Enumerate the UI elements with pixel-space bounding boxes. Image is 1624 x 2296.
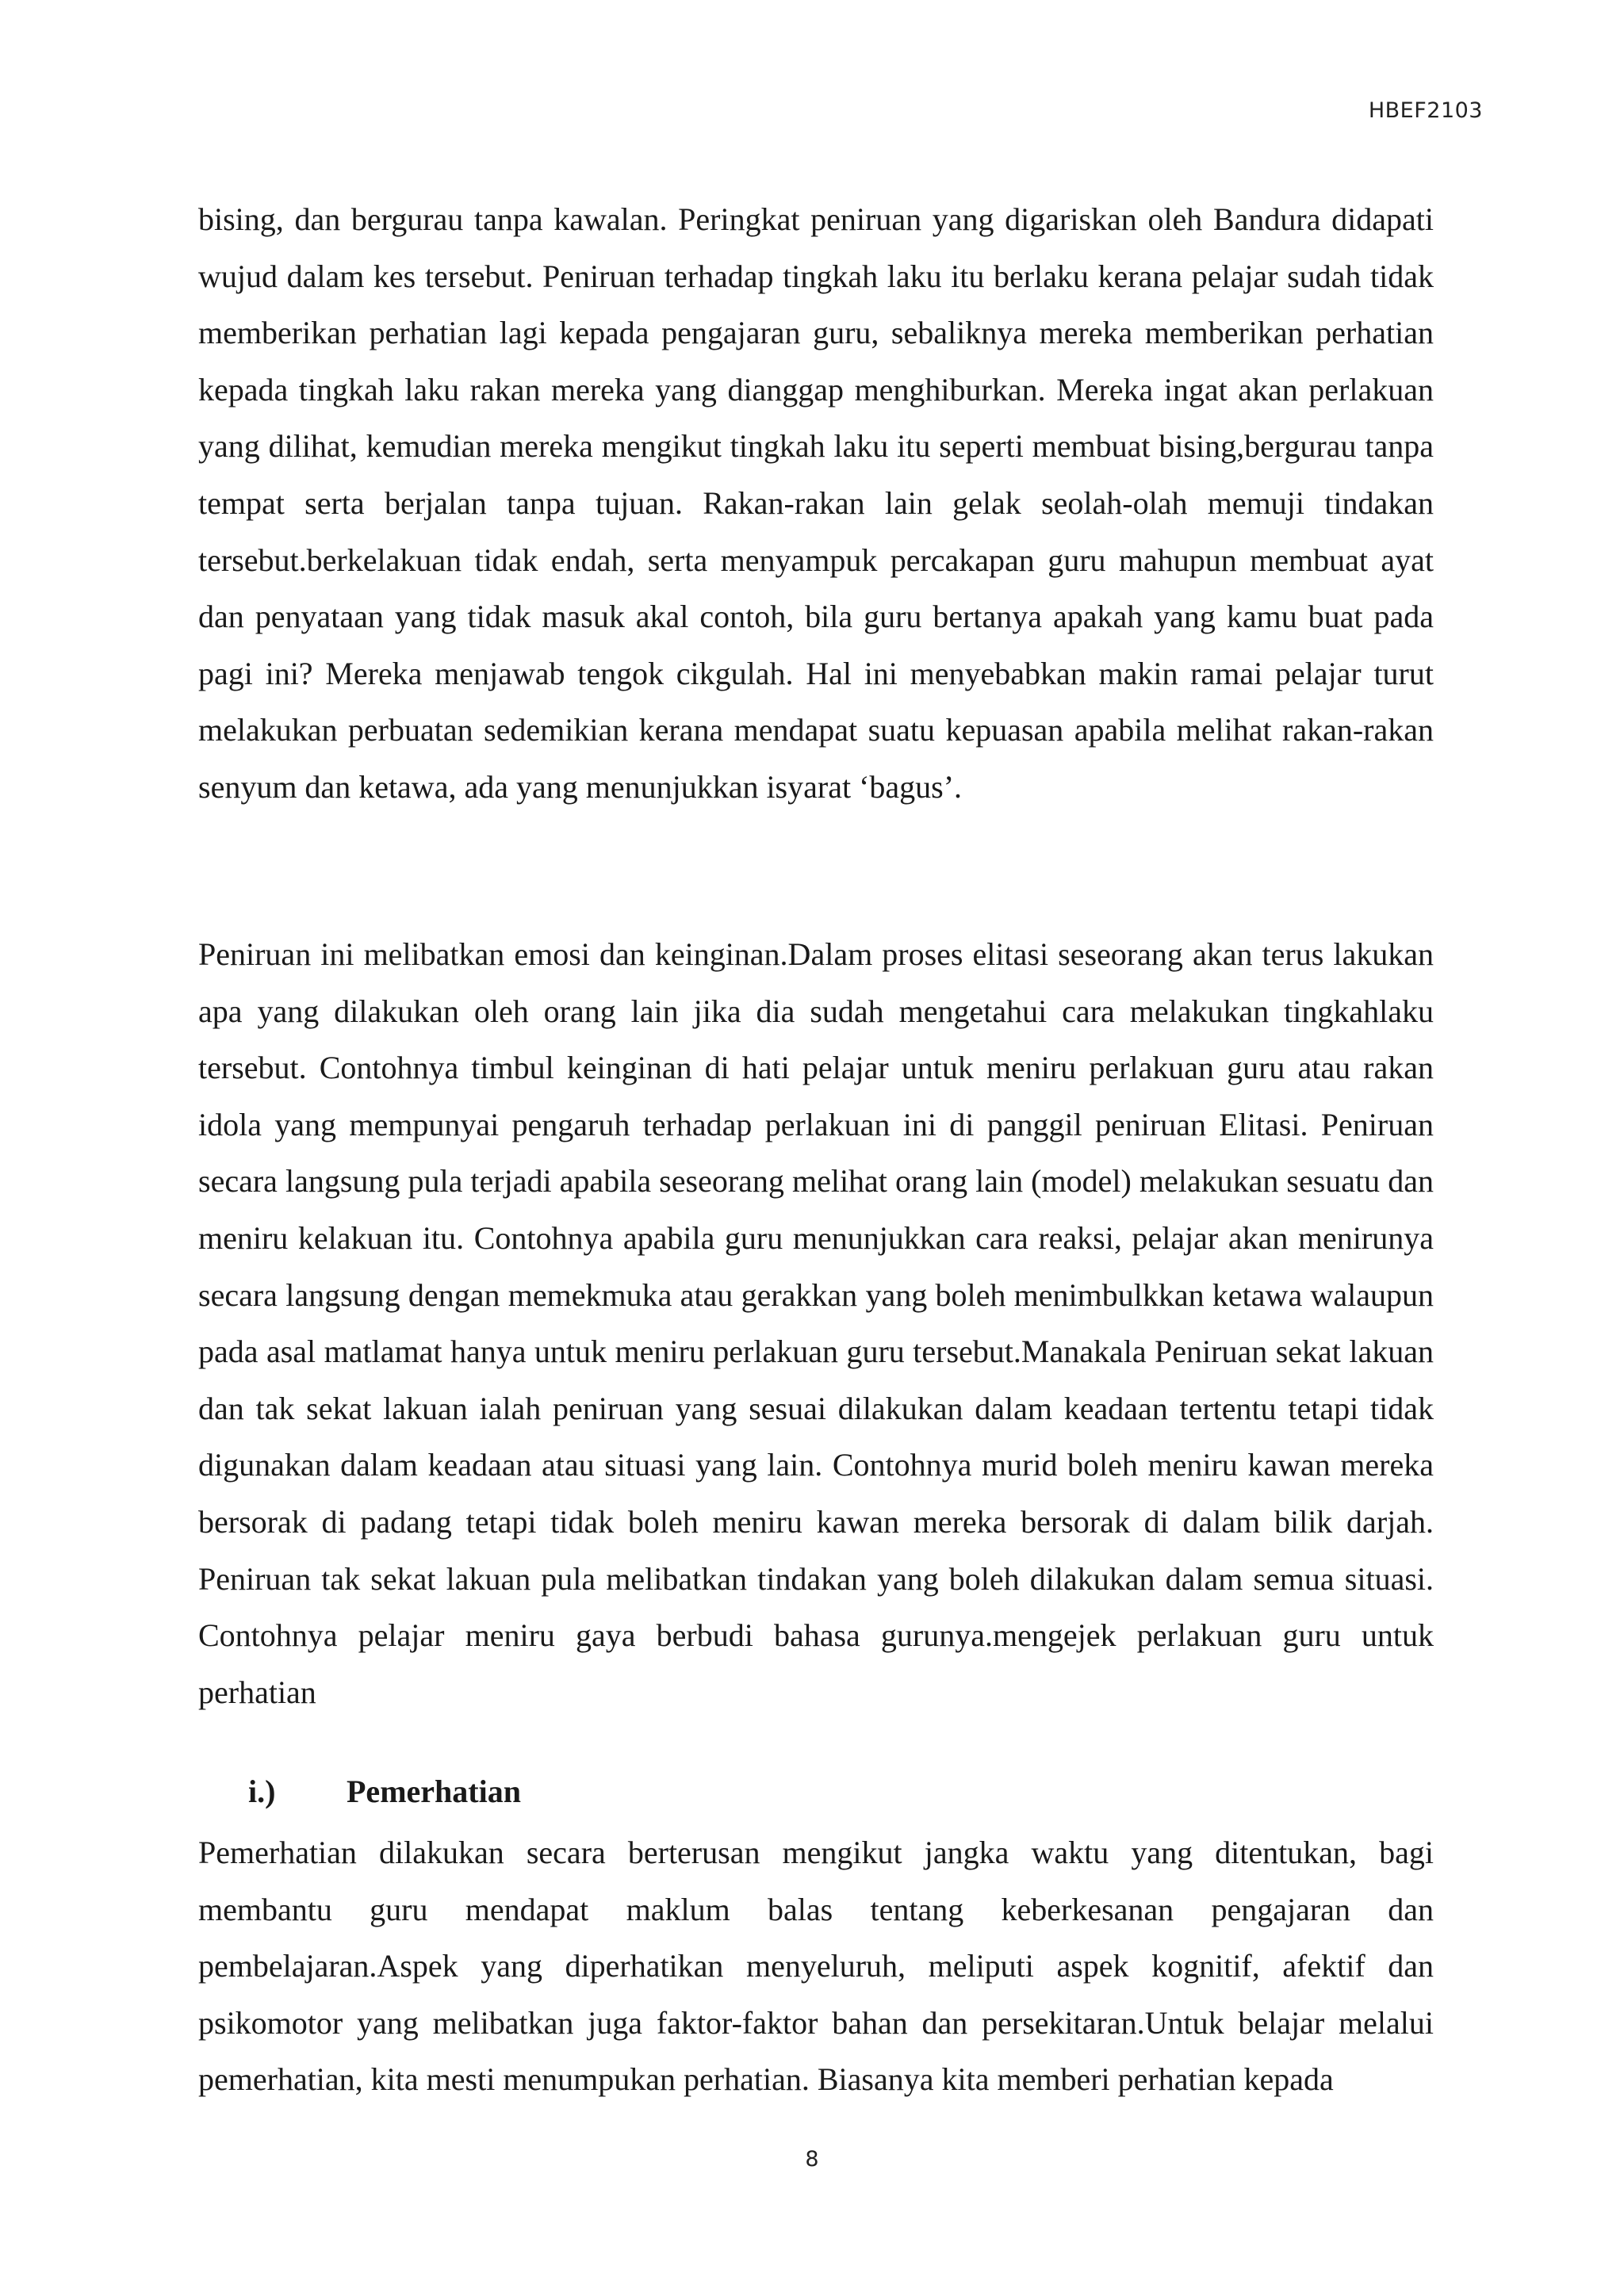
page-number: 8: [805, 2147, 819, 2172]
paragraph-3: Pemerhatian dilakukan secara berterusan mengikut jangka waktu yang ditentukan, bagi membantu guru mendapat maklum balas tentang keberkesanan pengajaran dan pembelajaran.Aspek yang diperhatikan menyeluruh, meliputi aspek kognitif, afektif dan psikomotor yang melibatkan juga faktor-faktor bahan dan persekitaran.Untuk belajar melalui pemerhatian, kita mesti menumpukan perhatian. Biasanya kita memberi perhatian kepada: [198, 1835, 1434, 2098]
section-number: i.): [248, 1774, 276, 1809]
section-heading: [248, 1773, 521, 1810]
paragraph-1: bising, dan bergurau tanpa kawalan. Peringkat peniruan yang digariskan oleh Bandura didapati wujud dalam kes tersebut. Peniruan terhadap tingkah laku itu berlaku kerana pelajar sudah tidak memberikan perhatian lagi kepada pengajaran guru, sebaliknya mereka memberikan perhatian kepada tingkah laku rakan mereka yang dianggap menghiburkan. Mereka ingat akan perlakuan yang dilihat, kemudian mereka mengikut tingkah laku itu seperti membuat bising,bergurau tanpa tempat serta berjalan tanpa tujuan. Rakan-rakan lain gelak seolah-olah memuji tindakan tersebut.berkelakuan tidak endah, serta menyampuk percakapan guru mahupun membuat ayat dan penyataan yang tidak masuk akal contoh, bila guru bertanya apakah yang kamu buat pada pagi ini? Mereka menjawab tengok cikgulah. Hal ini menyebabkan makin ramai pelajar turut melakukan perbuatan sedemikian kerana mendapat suatu kepuasan apabila melihat rakan-rakan senyum dan ketawa, ada yang menunjukkan isyarat ‘bagus’.: [198, 201, 1434, 805]
course-code-header: HBEF2103: [1368, 98, 1483, 123]
paragraph-2: Peniruan ini melibatkan emosi dan keinginan.Dalam proses elitasi seseorang akan terus lakukan apa yang dilakukan oleh orang lain jika dia sudah mengetahui cara melakukan tingkahlaku tersebut. Contohnya timbul keinginan di hati pelajar untuk meniru perlakuan guru atau rakan idola yang mempunyai pengaruh terhadap perlakuan ini di panggil peniruan Elitasi. Peniruan secara langsung pula terjadi apabila seseorang melihat orang lain (model) melakukan sesuatu dan meniru kelakuan itu. Contohnya apabila guru menunjukkan cara reaksi, pelajar akan menirunya secara langsung dengan memekmuka atau gerakkan yang boleh menimbulkkan ketawa walaupun pada asal matlamat hanya untuk meniru perlakuan guru tersebut.Manakala Peniruan sekat lakuan dan tak sekat lakuan ialah peniruan yang sesuai dilakukan dalam keadaan tertentu tetapi tidak digunakan dalam keadaan atau situasi yang lain. Contohnya murid boleh meniru kawan mereka bersorak di padang tetapi tidak boleh meniru kawan mereka bersorak di dalam bilik darjah. Peniruan tak sekat lakuan pula melibatkan tindakan yang boleh dilakukan dalam semua situasi. Contohnya pelajar meniru gaya berbudi bahasa gurunya.mengejek perlakuan guru untuk perhatian: [198, 936, 1434, 1710]
section-title: Pemerhatian: [347, 1774, 521, 1809]
